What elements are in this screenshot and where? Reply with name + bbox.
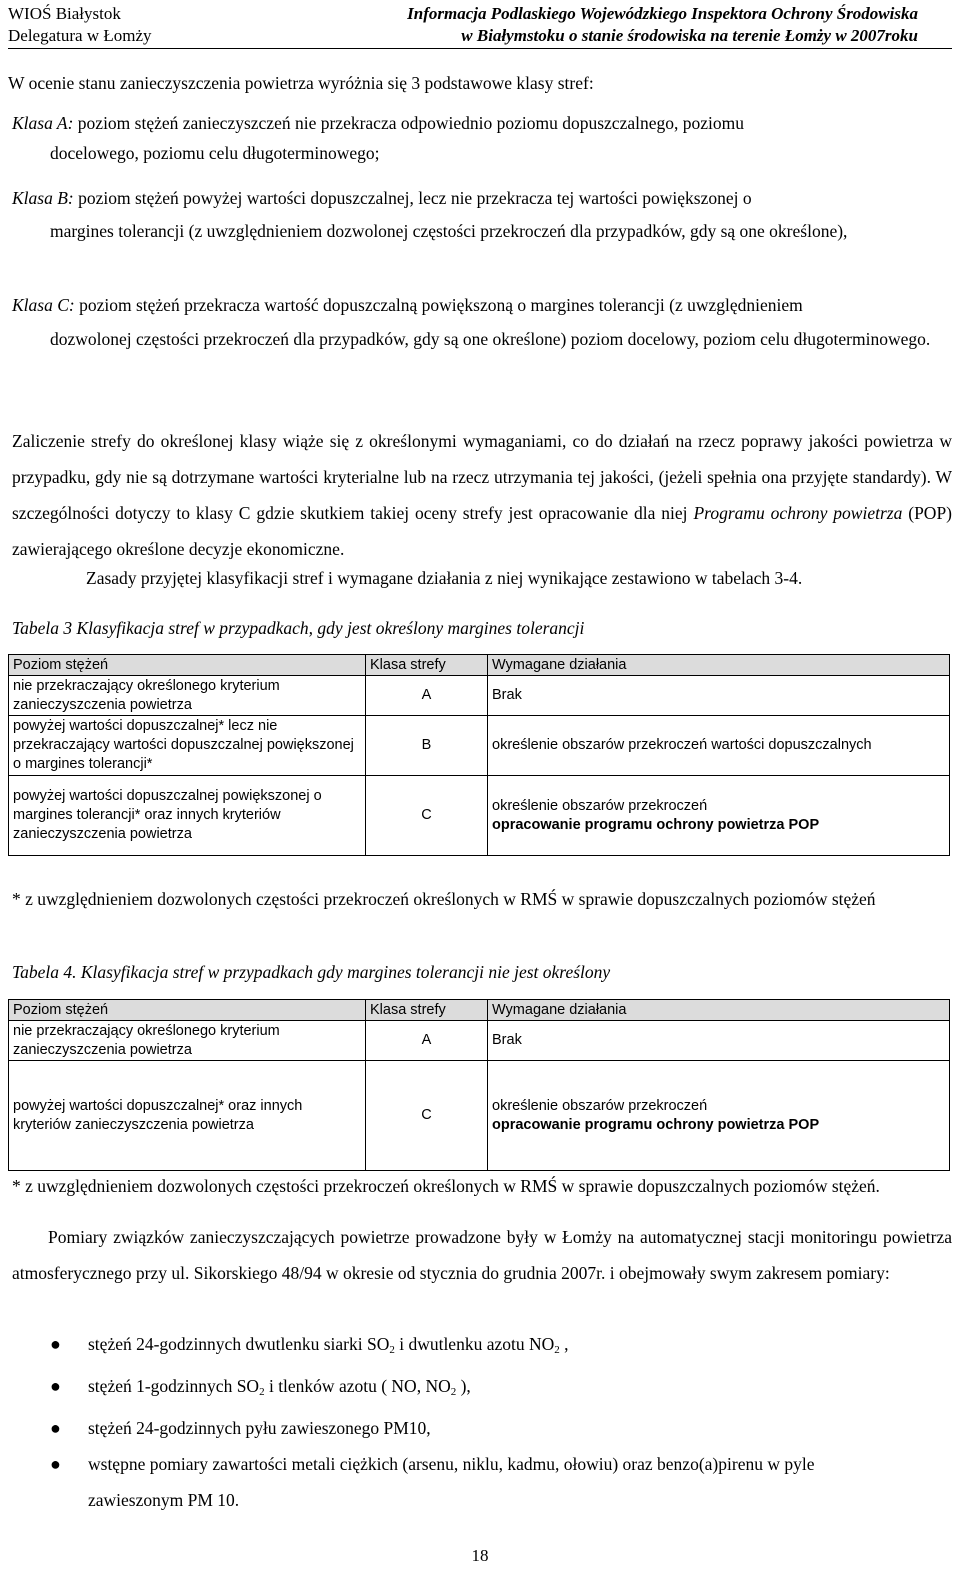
class-b-text: poziom stężeń powyżej wartości dopuszczalnej, lecz nie przekracza tej wartości powiększonej o (73, 188, 752, 208)
table3-row3-level: powyżej wartości dopuszczalnej powiększonej o margines tolerancji* oraz innych kryteriów zanieczyszczenia powietrza (9, 776, 366, 856)
paragraph-tables-intro: Zasady przyjętej klasyfikacji stref i wymagane działania z niej wynikające zestawiono w tabelach 3-4. (86, 568, 803, 588)
header-divider (8, 48, 952, 49)
class-c-text: poziom stężeń przekracza wartość dopuszczalną powiększoną o margines tolerancji (z uwzględnieniem (74, 295, 803, 315)
page-number: 18 (471, 1546, 489, 1565)
table-row (9, 1021, 950, 1061)
table4-row1-level: nie przekraczający określonego kryterium zanieczyszczenia powietrza (9, 1021, 366, 1061)
bullet2-text-a: stężeń 1-godzinnych SO (88, 1376, 260, 1396)
paragraph-classification (12, 423, 952, 567)
table3-row1-action: Brak (488, 676, 950, 716)
table3-row1-level: nie przekraczający określonego kryterium zanieczyszczenia powietrza (9, 676, 366, 716)
bullet2-sub1: 2 (259, 1386, 265, 1398)
table4-header-level: Poziom stężeń (9, 1000, 366, 1021)
table3-caption: Tabela 3 Klasyfikacja stref w przypadkach, gdy jest określony margines tolerancji (12, 618, 585, 638)
table-row (9, 716, 950, 776)
table4-row2-action1: określenie obszarów przekroczeń (492, 1097, 708, 1114)
bullet-icon: ● (50, 1334, 61, 1354)
table3-row1-class: A (366, 676, 488, 716)
bullet3-text: stężeń 24-godzinnych pyłu zawieszonego PM10, (88, 1418, 431, 1438)
class-a-text: poziom stężeń zanieczyszczeń nie przekracza odpowiednio poziomu dopuszczalnego, poziomu (73, 113, 744, 133)
table4-header-row (9, 1000, 950, 1021)
table4-footnote: * z uwzględnieniem dozwolonych częstości przekroczeń określonych w RMŚ w sprawie dopuszczalnych poziomów stężeń. (12, 1176, 880, 1196)
table3 (8, 654, 950, 856)
bullet1-sub1: 2 (389, 1344, 395, 1356)
table3-header-class: Klasa strefy (366, 655, 488, 676)
class-c-label: Klasa C: (12, 295, 75, 315)
intro-text: W ocenie stanu zanieczyszczenia powietrza wyróżnia się 3 podstawowe klasy stref: (8, 73, 594, 93)
class-b-label: Klasa B: (12, 188, 74, 208)
table4-row2-actions (488, 1061, 950, 1171)
class-c-rest: dozwolonej częstości przekroczeń dla przypadków, gdy są one określone) poziom docelowy, poziom celu długoterminowego. (50, 329, 931, 349)
list-item (12, 1326, 952, 1368)
table3-footnote: * z uwzględnieniem dozwolonych częstości przekroczeń określonych w RMŚ w sprawie dopuszczalnych poziomów stężeń (12, 889, 876, 909)
table-row (9, 676, 950, 716)
bullet1-sub2: 2 (554, 1344, 560, 1356)
bullet-icon: ● (50, 1454, 61, 1474)
table3-header-actions: Wymagane działania (488, 655, 950, 676)
bullet4-line2: zawieszonym PM 10. (88, 1490, 240, 1510)
table4 (8, 999, 950, 1171)
paragraph-classification-a: Zaliczenie strefy do określonej klasy wiąże się z określonymi wymaganiami, co do działań na rzecz poprawy jakości powietrza w przypadku, gdy nie są dotrzymane wartości kryterialne lub na rzecz utrzymania tej jakości, (jeżeli spełnia ona przyjęte standardy). W szczególności dotyczy to klasy C gdzie skutkiem takiej oceny strefy jest opracowanie dla niej (12, 431, 952, 523)
paragraph-classification-program: Programu ochrony powietrza (693, 503, 903, 523)
class-a-rest: docelowego, poziomu celu długoterminowego; (50, 143, 380, 163)
header-org: WIOŚ Białystok (8, 4, 121, 23)
list-item (12, 1368, 952, 1410)
table4-caption: Tabela 4. Klasyfikacja stref w przypadkach gdy margines tolerancji nie jest określony (12, 962, 611, 982)
bullet1-text-b: i dwutlenku azotu NO (394, 1334, 555, 1354)
header-branch: Delegatura w Łomży (8, 26, 152, 45)
table4-row1-class: A (366, 1021, 488, 1061)
paragraph-measurements: Pomiary związków zanieczyszczających powietrze prowadzone były w Łomży na automatycznej stacji monitoringu powietrza atmosferycznego przy ul. Sikorskiego 48/94 w okresie od stycznia do grudnia 2007r. i obejmowały swym zakresem pomiary: (12, 1227, 952, 1283)
table3-header-row (9, 655, 950, 676)
header-title-line1: Informacja Podlaskiego Wojewódzkiego Inspektora Ochrony Środowiska (407, 4, 918, 23)
list-item (12, 1410, 952, 1446)
table4-row2-action2: opracowanie programu ochrony powietrza POP (492, 1116, 820, 1133)
bullet1-text-a: stężeń 24-godzinnych dwutlenku siarki SO (88, 1334, 390, 1354)
paragraph-classification-b: (POP) zawierającego określone decyzje ekonomiczne. (12, 503, 952, 559)
table3-row3-class: C (366, 776, 488, 856)
bullet2-sub2: 2 (450, 1386, 457, 1398)
table-row (9, 1061, 950, 1171)
table3-row2-class: B (366, 716, 488, 776)
table4-row2-class: C (366, 1061, 488, 1171)
class-b-line1 (12, 185, 952, 212)
class-b-rest: margines tolerancji (z uwzględnieniem dozwolonej częstości przekroczeń dla przypadków, gdy są one określone), (50, 221, 848, 241)
table3-header-level: Poziom stężeń (9, 655, 366, 676)
table4-header-class: Klasa strefy (366, 1000, 488, 1021)
bullet4-line1: wstępne pomiary zawartości metali ciężkich (arsenu, niklu, kadmu, ołowiu) oraz benzo(a)pirenu w pyle (88, 1454, 815, 1474)
bullet2-text-b: i tlenków azotu ( NO, NO (264, 1376, 451, 1396)
table4-row2-level: powyżej wartości dopuszczalnej* oraz innych kryteriów zanieczyszczenia powietrza (9, 1061, 366, 1171)
bullet2-text-c: ), (456, 1376, 471, 1396)
table3-row3-actions (488, 776, 950, 856)
class-a-line1 (12, 110, 952, 137)
table3-row2-level: powyżej wartości dopuszczalnej* lecz nie przekraczający wartości dopuszczalnej powiększonej o margines tolerancji* (9, 716, 366, 776)
list-item (12, 1446, 952, 1518)
table3-row2-action: określenie obszarów przekroczeń wartości dopuszczalnych (488, 716, 950, 776)
table4-row1-action: Brak (488, 1021, 950, 1061)
table3-row3-action1: określenie obszarów przekroczeń (492, 797, 708, 814)
table3-row3-action2: opracowanie programu ochrony powietrza POP (492, 816, 820, 833)
bullet-icon: ● (50, 1418, 61, 1438)
header-title-line2: w Białymstoku o stanie środowiska na terenie Łomży w 2007roku (461, 26, 918, 45)
measurement-list (12, 1326, 952, 1518)
table4-header-actions: Wymagane działania (488, 1000, 950, 1021)
class-c-line1 (12, 292, 952, 319)
bullet1-text-c: , (559, 1334, 569, 1354)
table-row (9, 776, 950, 856)
class-a-label: Klasa A: (12, 113, 74, 133)
header-right (407, 3, 918, 47)
header-left (8, 3, 152, 47)
bullet-icon: ● (50, 1376, 61, 1396)
